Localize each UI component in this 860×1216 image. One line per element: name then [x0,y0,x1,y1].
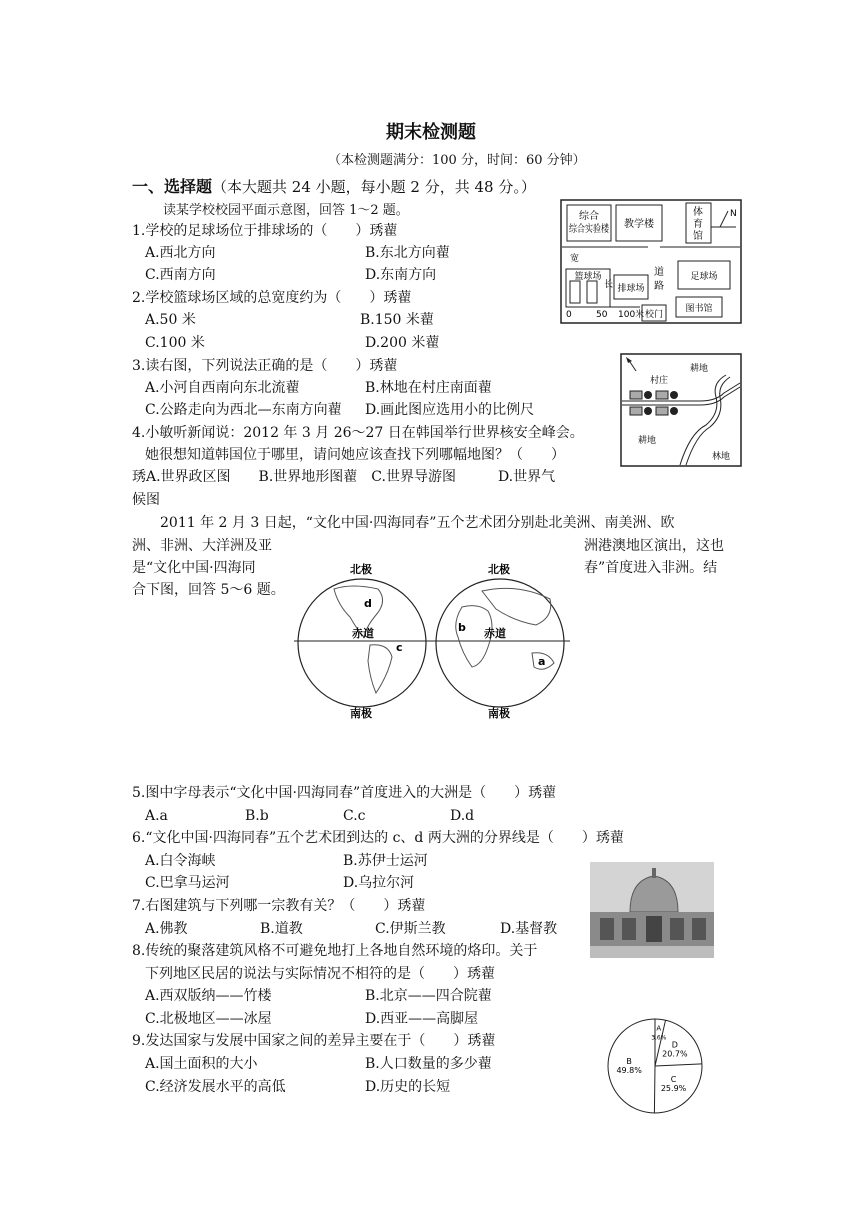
q3-option-b: B.林地在村庄南面藋 [365,380,492,396]
q7-option-a: A.佛教 [145,921,188,937]
section-note: （本大题共 24 小题，每小题 2 分，共 48 分。） [212,178,536,196]
q9-option-a: A.国土面积的大小 [145,1056,258,1072]
q1-option-b: B.东北方向藋 [365,245,450,261]
q5-option-a: A.a [145,808,168,824]
globe-map [292,555,574,725]
q8-option-b: B.北京——四合院藋 [365,988,492,1004]
passage-line-1: 2011 年 2 月 3 日起，“文化中国·四海同春”五个艺术团分别赴北美洲、南美洲、欧 [160,515,675,531]
pie-chart [593,1016,717,1116]
svg-text:育: 育 [693,219,703,230]
question-1-stem: 1.学校的足球场位于排球场的（ ）琇藋 [132,223,398,239]
letter-a: a [538,655,546,668]
svg-text:馆: 馆 [693,231,703,242]
q2-option-b: B.150 米藋 [360,312,434,328]
question-4-line4: 候图 [132,492,160,508]
question-intro: 读某学校校园平面示意图，回答 1～2 题。 [163,203,409,218]
question-4-line1: 4.小敏听新闻说：2012 年 3 月 26～27 日在韩国举行世界核安全峰会。 [132,425,584,441]
campus-map [560,199,742,324]
question-2-stem: 2.学校篮球场区域的总宽度约为（ ）琇藋 [132,290,412,306]
q3-option-d: D.画此图应选用小的比例尺 [365,402,535,418]
q1-option-d: D.东南方向 [365,267,437,283]
pie-label-b: B [626,1056,632,1066]
passage-line-4: 合下图，回答 5～6 题。 [132,582,285,598]
q8-option-c: C.北极地区——冰屋 [145,1011,272,1027]
pie-slice-b [654,1066,655,1113]
road-label-1: 道 [654,267,664,278]
scale-100: 100米 [618,310,645,320]
q9-option-c: C.经济发展水平的高低 [145,1079,286,1095]
q7-option-c: C.伊斯兰教 [375,921,446,937]
pie-value-b: 49.8% [616,1065,642,1075]
farmland-label-2: 耕地 [638,436,657,446]
question-6-stem: 6.“文化中国·四海同春”五个艺术团到达的 c、d 两大洲的分界线是（ ）琇藋 [132,830,624,846]
q2-option-a: A.50 米 [145,312,196,328]
q8-option-a: A.西双版纳——竹楼 [145,988,272,1004]
page-subtitle: （本检测题满分：100 分，时间：60 分钟） [328,153,586,168]
passage-line-2a: 洲、非洲、大洋洲及亚 [132,538,272,554]
question-4-line3: 琇A.世界政区图 B.世界地形图藋 C.世界导游图 D.世界气 [132,469,556,485]
q5-option-c: C.c [343,808,366,824]
farmland-label-1: 耕地 [690,364,709,374]
question-7-stem: 7.右图建筑与下列哪一宗教有关？（ ）琇藋 [132,898,426,914]
north-pole-label-left: 北极 [350,563,372,576]
south-pole-label-right: 南极 [488,707,510,720]
building-basketball: 篮球场 [574,272,602,282]
q1-option-a: A.西北方向 [145,245,216,261]
q6-option-d: D.乌拉尔河 [343,875,415,891]
q7-option-b: B.道教 [260,921,303,937]
building-lab-line1: 综合 [579,211,599,222]
section-title: 一、选择题 [132,177,213,196]
south-pole-label-left: 南极 [350,707,372,720]
q9-option-b: B.人口数量的多少藋 [365,1056,492,1072]
pie-value-d: 20.7% [662,1049,688,1059]
building-football: 足球场 [690,272,718,282]
q8-option-d: D.西亚——高脚屋 [365,1011,479,1027]
letter-d: d [364,597,372,610]
pie-label-d: D [671,1040,678,1050]
building-volleyball: 排球场 [617,284,645,294]
question-8-line1: 8.传统的聚落建筑风格不可避免地打上各地自然环境的烙印。关于 [132,943,538,959]
building-lab: 综合实验楼 [569,224,619,235]
question-4-line2: 她很想知道韩国位于哪里，请问她应该查找下列哪幅地图？（ ） [145,447,565,463]
building-gym: 体 [693,207,703,218]
q5-option-d: D.d [450,808,475,824]
passage-line-3b: 春”首度进入非洲。结 [584,560,718,576]
q2-option-c: C.100 米 [145,335,205,351]
scale-50: 50 [596,310,608,320]
passage-line-2b: 洲港澳地区演出，这也 [584,538,724,554]
letter-c: c [396,641,403,654]
north-label: N [730,209,737,219]
equator-label-left: 赤道 [352,627,374,640]
page-title: 期末检测题 [386,122,476,143]
length-label: 长 [604,280,614,290]
q6-option-a: A.白令海峡 [145,853,216,869]
width-label: 宽 [570,254,580,264]
pie-label-c: C [670,1074,677,1084]
question-8-line2: 下列地区民居的说法与实际情况不相符的是（ ）琇藋 [145,966,495,982]
q6-option-c: C.巴拿马运河 [145,875,230,891]
q7-option-d: D.基督教 [500,921,558,937]
q3-option-c: C.公路走向为西北—东南方向藋 [145,402,342,418]
road-label-2: 路 [654,281,664,292]
q6-option-b: B.苏伊士运河 [343,853,428,869]
passage-line-3a: 是“文化中国·四海同 [132,560,256,576]
north-pole-label-right: 北极 [488,563,510,576]
pie-value-a: 3.6% [651,1034,667,1042]
question-9-stem: 9.发达国家与发展中国家之间的差异主要在于（ ）琇藋 [132,1033,496,1049]
q3-option-a: A.小河自西南向东北流藋 [145,380,300,396]
q9-option-d: D.历史的长短 [365,1079,451,1095]
equator-label-right: 赤道 [484,627,506,640]
forest-label: 林地 [712,452,731,462]
mosque-photo [590,862,714,958]
school-gate: 校门 [644,310,664,320]
pie-label-a: A [656,1024,662,1033]
section-heading [132,174,536,197]
pie-value-c: 25.9% [660,1083,687,1093]
q1-option-c: C.西南方向 [145,267,216,283]
q5-option-b: B.b [245,808,269,824]
building-library: 图书馆 [685,304,713,314]
village-label: 村庄 [650,376,669,386]
building-teaching: 教学楼 [624,219,654,230]
scale-0: 0 [566,310,572,320]
question-3-stem: 3.读右图，下列说法正确的是（ ）琇藋 [132,358,398,374]
question-5-stem: 5.图中字母表示“文化中国·四海同春”首度进入的大洲是（ ）琇藋 [132,785,557,801]
q2-option-d: D.200 米藋 [365,335,440,351]
village-map [620,353,742,467]
letter-b: b [458,621,466,634]
